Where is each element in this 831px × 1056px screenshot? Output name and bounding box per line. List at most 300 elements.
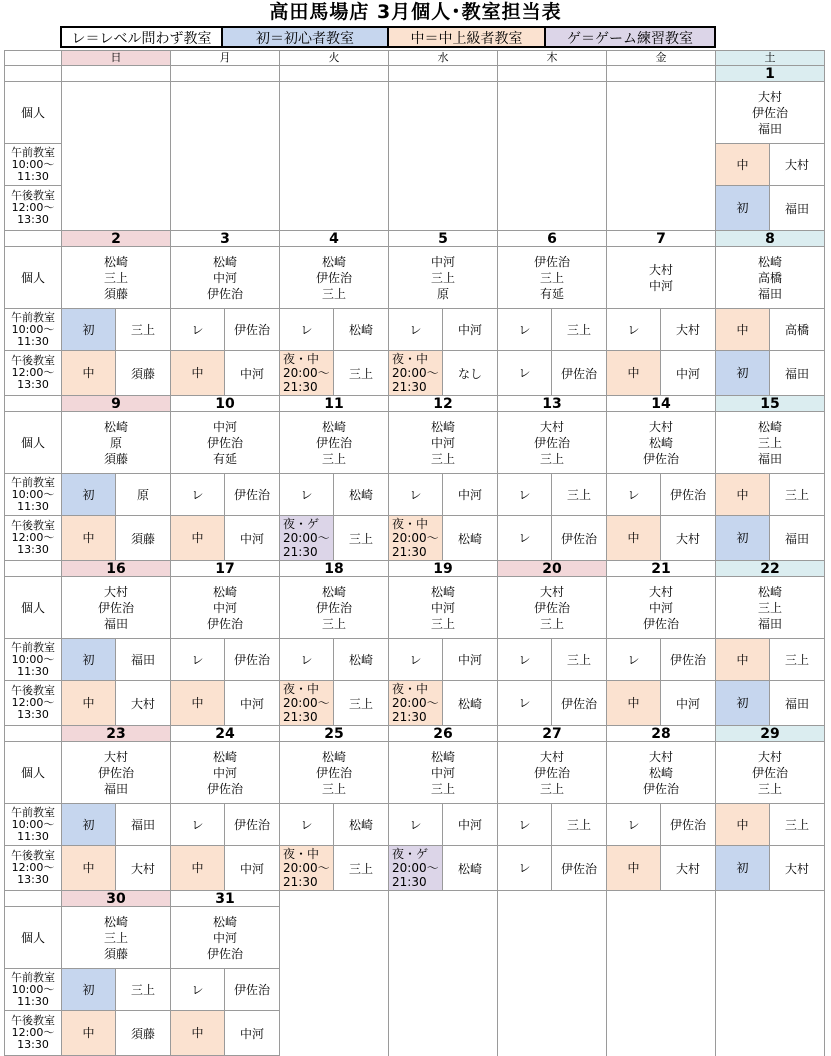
kojin-staff-name: 中河 (212, 765, 237, 780)
am-class-type: レ (607, 639, 661, 681)
am-class-type: 初 (62, 309, 116, 351)
empty-cell (607, 969, 716, 1011)
kojin-staff-name: 松崎 (321, 419, 346, 434)
header-corner (5, 51, 62, 66)
date-cell: 5 (389, 231, 498, 247)
label-am-line: 11:30 (17, 664, 49, 678)
pm-class-staff: 伊佐治 (552, 351, 607, 396)
label-pm-line: 午後教室 (11, 519, 55, 532)
pm-class-type-label: 初 (736, 366, 749, 380)
empty-cell (716, 891, 825, 907)
pm-class-type (280, 846, 334, 891)
kojin-staff-name: 三上 (539, 781, 564, 796)
label-pm-class (5, 846, 62, 891)
kojin-staff-cell (280, 412, 389, 474)
pm-class-type (498, 681, 552, 726)
kojin-staff-name: 伊佐治 (206, 286, 243, 301)
label-am-line: 午前教室 (11, 310, 55, 324)
kojin-staff-name: 松崎 (321, 254, 346, 269)
label-date-blank (5, 231, 62, 247)
empty-cell (280, 891, 389, 907)
pm-class-staff: 松崎 (443, 681, 498, 726)
kojin-staff-name: 福田 (103, 616, 128, 631)
pm-class-type (716, 516, 770, 561)
pm-class-type-label: 夜・ゲ (283, 517, 320, 531)
kojin-staff-name: 中河 (430, 435, 455, 450)
am-class-type: 中 (716, 309, 770, 351)
am-class-type: レ (607, 474, 661, 516)
kojin-staff-cell (607, 742, 716, 804)
pm-class-time: 20:00～ (392, 366, 439, 380)
date-cell: 16 (62, 561, 171, 577)
pm-class-staff: 中河 (225, 681, 280, 726)
kojin-staff-name: 伊佐治 (315, 765, 352, 780)
label-pm-line: 午後教室 (11, 684, 55, 697)
am-class-staff: 福田 (116, 804, 171, 846)
am-class-type: レ (607, 309, 661, 351)
weekday-header-5: 金 (607, 51, 716, 66)
kojin-staff-name: 中河 (212, 270, 237, 285)
empty-cell (280, 1011, 389, 1056)
pm-class-type (171, 681, 225, 726)
weekday-header-6: 土 (716, 51, 825, 66)
kojin-staff-name: 松崎 (321, 749, 346, 764)
am-class-staff: 福田 (116, 639, 171, 681)
label-pm-line: 13:30 (17, 213, 49, 226)
kojin-staff-cell (498, 412, 607, 474)
weekday-header-2: 火 (280, 51, 389, 66)
pm-class-staff: 中河 (661, 681, 716, 726)
kojin-staff-cell (716, 412, 825, 474)
pm-class-staff: 福田 (770, 351, 825, 396)
pm-class-time: 21:30 (283, 545, 318, 559)
pm-class-time: 20:00～ (283, 861, 330, 875)
kojin-staff-cell (607, 577, 716, 639)
pm-class-type-label: 夜・中 (283, 682, 320, 696)
kojin-staff-name: 中河 (212, 419, 237, 434)
kojin-staff-name: 高橋 (757, 270, 782, 285)
date-cell-empty (607, 66, 716, 82)
empty-cell (498, 969, 607, 1011)
label-am-line: 10:00～ (11, 982, 55, 996)
kojin-staff-name: 大村 (648, 749, 673, 764)
kojin-staff-name: 伊佐治 (533, 435, 570, 450)
pm-class-type-label: 夜・中 (392, 517, 429, 531)
kojin-staff-name: 三上 (321, 616, 346, 631)
date-cell: 26 (389, 726, 498, 742)
am-class-type: 初 (62, 804, 116, 846)
pm-class-staff: 大村 (661, 846, 716, 891)
pm-class-type (280, 681, 334, 726)
kojin-staff-name: 福田 (757, 121, 782, 136)
date-cell: 9 (62, 396, 171, 412)
pm-class-type (62, 681, 116, 726)
date-cell: 19 (389, 561, 498, 577)
pm-class-time: 20:00～ (283, 696, 330, 710)
kojin-staff-name: 大村 (539, 749, 564, 764)
pm-class-type (171, 516, 225, 561)
am-class-staff: 松崎 (334, 639, 389, 681)
am-class-type: レ (171, 804, 225, 846)
kojin-staff-name: 大村 (103, 749, 128, 764)
pm-class-type-label: 初 (736, 696, 749, 710)
am-class-staff: 三上 (116, 969, 171, 1011)
label-pm-line: 13:30 (17, 708, 49, 721)
label-pm-line: 12:00～ (11, 201, 55, 214)
pm-class-time: 20:00～ (283, 531, 330, 545)
pm-class-staff: 中河 (661, 351, 716, 396)
am-class-staff: 伊佐治 (225, 804, 280, 846)
legend-game: ゲ＝ゲーム練習教室 (546, 26, 716, 48)
kojin-staff-name: 松崎 (212, 914, 237, 929)
kojin-staff-cell (716, 82, 825, 144)
pm-class-type (607, 516, 661, 561)
pm-class-staff: 中河 (225, 516, 280, 561)
kojin-staff-name: 松崎 (103, 914, 128, 929)
label-pm-line: 午後教室 (11, 849, 55, 862)
pm-class-time: 21:30 (392, 875, 427, 889)
label-am-line: 10:00～ (11, 322, 55, 336)
kojin-staff-name: 中河 (648, 278, 673, 293)
blank-day-cell (171, 82, 280, 231)
am-class-type: レ (498, 309, 552, 351)
pm-class-type-label: 中 (627, 531, 640, 545)
kojin-staff-cell (62, 742, 171, 804)
date-cell-empty (498, 66, 607, 82)
label-pm-class (5, 1011, 62, 1056)
pm-class-time: 21:30 (283, 380, 318, 394)
pm-class-type-label: 中 (627, 366, 640, 380)
kojin-staff-name: 原 (109, 435, 122, 450)
kojin-staff-name: 伊佐治 (315, 600, 352, 615)
legend-beginner: 初＝初心者教室 (223, 26, 389, 48)
date-cell: 10 (171, 396, 280, 412)
kojin-staff-name: 三上 (430, 616, 455, 631)
kojin-staff-name: 松崎 (648, 765, 673, 780)
am-class-type: レ (607, 804, 661, 846)
kojin-staff-name: 三上 (321, 286, 346, 301)
blank-day-cell (280, 82, 389, 231)
pm-class-type (498, 846, 552, 891)
pm-class-staff: 三上 (334, 681, 389, 726)
kojin-staff-cell (280, 247, 389, 309)
date-cell: 29 (716, 726, 825, 742)
blank-day-cell (62, 82, 171, 231)
label-pm-line: 午後教室 (11, 354, 55, 367)
pm-class-type-label: 夜・中 (392, 682, 429, 696)
pm-class-staff: 伊佐治 (552, 846, 607, 891)
pm-class-type-label: 中 (82, 531, 95, 545)
pm-class-staff: 中河 (225, 1011, 280, 1056)
kojin-staff-name: 中河 (430, 765, 455, 780)
pm-class-type-label: レ (518, 861, 531, 875)
am-class-staff: 三上 (770, 804, 825, 846)
am-class-staff: 伊佐治 (225, 639, 280, 681)
label-am-class (5, 474, 62, 516)
pm-class-type-label: 初 (736, 201, 749, 215)
label-am-line: 10:00～ (11, 157, 55, 171)
pm-class-type-label: 中 (191, 366, 204, 380)
kojin-staff-name: 中河 (430, 254, 455, 269)
label-kojin: 個人 (5, 907, 62, 969)
am-class-staff: 中河 (443, 309, 498, 351)
kojin-staff-name: 三上 (430, 270, 455, 285)
pm-class-type-label: 中 (191, 1026, 204, 1040)
label-am-line: 10:00～ (11, 487, 55, 501)
kojin-staff-name: 三上 (539, 270, 564, 285)
label-date-blank (5, 891, 62, 907)
label-am-line: 11:30 (17, 499, 49, 513)
label-date-blank (5, 66, 62, 82)
weekday-header-0: 日 (62, 51, 171, 66)
am-class-staff: 伊佐治 (661, 639, 716, 681)
kojin-staff-name: 有延 (539, 286, 564, 301)
pm-class-type-label: 中 (82, 861, 95, 875)
kojin-staff-cell (171, 742, 280, 804)
date-cell: 6 (498, 231, 607, 247)
pm-class-time: 20:00～ (392, 696, 439, 710)
pm-class-staff: 松崎 (443, 846, 498, 891)
label-kojin: 個人 (5, 577, 62, 639)
am-class-staff: 伊佐治 (225, 969, 280, 1011)
kojin-staff-name: 三上 (321, 451, 346, 466)
am-class-staff: 松崎 (334, 474, 389, 516)
label-am-line: 午前教室 (11, 640, 55, 654)
kojin-staff-name: 松崎 (757, 254, 782, 269)
pm-class-type (716, 351, 770, 396)
kojin-staff-name: 大村 (757, 749, 782, 764)
pm-class-type (716, 681, 770, 726)
pm-class-staff: なし (443, 351, 498, 396)
kojin-staff-name: 伊佐治 (206, 946, 243, 961)
empty-cell (607, 907, 716, 969)
kojin-staff-name: 松崎 (757, 419, 782, 434)
kojin-staff-name: 伊佐治 (206, 616, 243, 631)
pm-class-type (716, 846, 770, 891)
kojin-staff-name: 三上 (757, 435, 782, 450)
date-cell: 14 (607, 396, 716, 412)
kojin-staff-name: 伊佐治 (642, 781, 679, 796)
kojin-staff-cell (62, 907, 171, 969)
am-class-type: レ (498, 639, 552, 681)
kojin-staff-name: 三上 (757, 600, 782, 615)
kojin-staff-cell (607, 247, 716, 309)
label-pm-line: 12:00～ (11, 531, 55, 544)
legend-level-any: レ＝レベル問わず教室 (60, 26, 223, 48)
empty-cell (389, 1011, 498, 1056)
date-cell: 22 (716, 561, 825, 577)
empty-cell (389, 891, 498, 907)
pm-class-time: 21:30 (392, 380, 427, 394)
am-class-staff: 中河 (443, 474, 498, 516)
am-class-type: レ (498, 804, 552, 846)
am-class-staff: 三上 (552, 804, 607, 846)
kojin-staff-name: 松崎 (430, 749, 455, 764)
date-cell: 31 (171, 891, 280, 907)
kojin-staff-name: 大村 (539, 584, 564, 599)
kojin-staff-name: 伊佐治 (97, 765, 134, 780)
label-date-blank (5, 726, 62, 742)
kojin-staff-cell (498, 742, 607, 804)
pm-class-type-label: 中 (191, 531, 204, 545)
label-am-line: 午前教室 (11, 475, 55, 489)
kojin-staff-cell (171, 247, 280, 309)
label-am-line: 午前教室 (11, 970, 55, 984)
pm-class-type-label: 中 (82, 696, 95, 710)
kojin-staff-name: 三上 (539, 451, 564, 466)
label-am-line: 11:30 (17, 829, 49, 843)
kojin-staff-name: 三上 (103, 930, 128, 945)
kojin-staff-cell (716, 742, 825, 804)
am-class-type: レ (171, 309, 225, 351)
am-class-type: 初 (62, 969, 116, 1011)
kojin-staff-cell (280, 742, 389, 804)
pm-class-type (62, 1011, 116, 1056)
pm-class-type (716, 186, 770, 231)
label-am-line: 午前教室 (11, 145, 55, 159)
kojin-staff-cell (607, 412, 716, 474)
date-cell: 3 (171, 231, 280, 247)
blank-day-cell (498, 82, 607, 231)
schedule-calendar (4, 50, 825, 1056)
empty-cell (607, 1011, 716, 1056)
pm-class-type-label: 夜・ゲ (392, 847, 429, 861)
kojin-staff-name: 三上 (103, 270, 128, 285)
date-cell: 17 (171, 561, 280, 577)
pm-class-type (62, 351, 116, 396)
pm-class-type-label: 夜・中 (283, 352, 320, 366)
page-title: 高田馬場店 3月個人･教室担当表 (269, 1, 562, 23)
date-cell: 25 (280, 726, 389, 742)
pm-class-staff: 大村 (661, 516, 716, 561)
kojin-staff-name: 松崎 (212, 254, 237, 269)
pm-class-staff: 大村 (116, 681, 171, 726)
label-am-class (5, 639, 62, 681)
pm-class-staff: 三上 (334, 351, 389, 396)
label-pm-line: 13:30 (17, 543, 49, 556)
am-class-staff: 伊佐治 (661, 474, 716, 516)
pm-class-staff: 福田 (770, 681, 825, 726)
kojin-staff-name: 松崎 (103, 419, 128, 434)
kojin-staff-name: 松崎 (103, 254, 128, 269)
am-class-staff: 大村 (661, 309, 716, 351)
pm-class-staff: 中河 (225, 351, 280, 396)
am-class-type: レ (389, 309, 443, 351)
empty-cell (498, 907, 607, 969)
pm-class-type-label: 初 (736, 531, 749, 545)
date-cell: 23 (62, 726, 171, 742)
pm-class-staff: 伊佐治 (552, 681, 607, 726)
pm-class-type (389, 681, 443, 726)
label-pm-class (5, 516, 62, 561)
pm-class-type-label: 中 (191, 696, 204, 710)
blank-day-cell (389, 82, 498, 231)
empty-cell (607, 891, 716, 907)
am-class-staff: 中河 (443, 639, 498, 681)
pm-class-type-label: 中 (191, 861, 204, 875)
am-class-type: レ (498, 474, 552, 516)
kojin-staff-cell (389, 742, 498, 804)
date-cell: 24 (171, 726, 280, 742)
kojin-staff-name: 中河 (212, 600, 237, 615)
kojin-staff-name: 三上 (430, 451, 455, 466)
label-pm-line: 13:30 (17, 378, 49, 391)
pm-class-staff: 三上 (334, 846, 389, 891)
pm-class-time: 21:30 (392, 545, 427, 559)
kojin-staff-name: 原 (436, 286, 449, 301)
kojin-staff-name: 伊佐治 (642, 451, 679, 466)
weekday-header-3: 水 (389, 51, 498, 66)
kojin-staff-name: 松崎 (648, 435, 673, 450)
kojin-staff-cell (280, 577, 389, 639)
kojin-staff-name: 松崎 (757, 584, 782, 599)
kojin-staff-name: 須藤 (103, 286, 128, 301)
label-am-line: 11:30 (17, 994, 49, 1008)
kojin-staff-name: 伊佐治 (751, 105, 788, 120)
kojin-staff-cell (171, 412, 280, 474)
am-class-type: レ (280, 309, 334, 351)
am-class-type: 初 (62, 474, 116, 516)
empty-cell (389, 907, 498, 969)
label-am-class (5, 804, 62, 846)
pm-class-time: 21:30 (283, 875, 318, 889)
label-kojin: 個人 (5, 412, 62, 474)
kojin-staff-name: 大村 (539, 419, 564, 434)
blank-day-cell (607, 82, 716, 231)
kojin-staff-name: 須藤 (103, 451, 128, 466)
kojin-staff-name: 伊佐治 (206, 435, 243, 450)
am-class-staff: 原 (116, 474, 171, 516)
date-cell: 15 (716, 396, 825, 412)
am-class-type: レ (389, 804, 443, 846)
label-pm-line: 12:00～ (11, 696, 55, 709)
kojin-staff-name: 伊佐治 (206, 781, 243, 796)
am-class-type: レ (171, 639, 225, 681)
weekday-header-1: 月 (171, 51, 280, 66)
am-class-staff: 伊佐治 (225, 474, 280, 516)
pm-class-type (498, 516, 552, 561)
am-class-staff: 三上 (770, 639, 825, 681)
am-class-staff: 三上 (770, 474, 825, 516)
am-class-staff: 伊佐治 (661, 804, 716, 846)
pm-class-type-label: 夜・中 (392, 352, 429, 366)
pm-class-type (389, 351, 443, 396)
kojin-staff-name: 三上 (321, 781, 346, 796)
kojin-staff-cell (716, 247, 825, 309)
am-class-type: レ (389, 474, 443, 516)
label-pm-line: 午後教室 (11, 189, 55, 202)
kojin-staff-name: 伊佐治 (751, 765, 788, 780)
pm-class-staff: 福田 (770, 516, 825, 561)
label-pm-line: 午後教室 (11, 1014, 55, 1027)
label-kojin: 個人 (5, 82, 62, 144)
pm-class-time: 20:00～ (283, 366, 330, 380)
label-kojin: 個人 (5, 742, 62, 804)
pm-class-staff: 須藤 (116, 351, 171, 396)
date-cell: 2 (62, 231, 171, 247)
am-class-staff: 松崎 (334, 309, 389, 351)
am-class-staff: 中河 (443, 804, 498, 846)
kojin-staff-name: 中河 (648, 600, 673, 615)
kojin-staff-name: 中河 (430, 600, 455, 615)
pm-class-type (280, 351, 334, 396)
am-class-staff: 三上 (552, 309, 607, 351)
am-class-type: レ (280, 639, 334, 681)
kojin-staff-name: 伊佐治 (315, 270, 352, 285)
kojin-staff-name: 伊佐治 (97, 600, 134, 615)
pm-class-type (62, 516, 116, 561)
pm-class-type (171, 1011, 225, 1056)
